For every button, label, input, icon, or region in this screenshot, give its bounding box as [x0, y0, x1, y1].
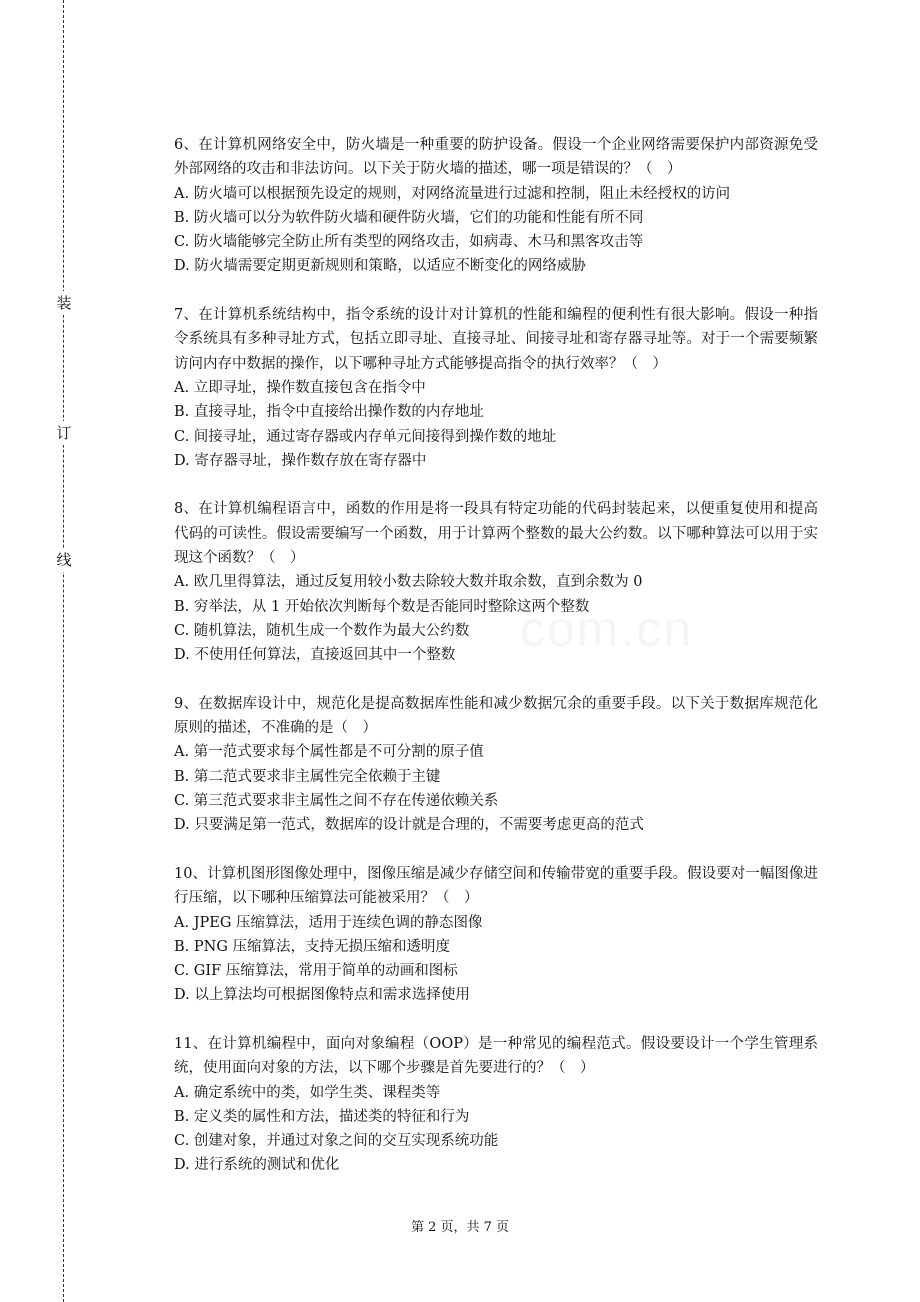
option-c: C. 间接寻址，通过寄存器或内存单元间接得到操作数的地址 [174, 428, 557, 445]
option-c: C. 第三范式要求非主属性之间不存在传递依赖关系 [174, 793, 499, 810]
binding-char-zhuang: 装 [55, 291, 73, 315]
question-stem: 11、在计算机编程中，面向对象编程（OOP）是一种常见的编程范式。假设要设计一个学生管理系统，使用面向对象的方法，以下哪个步骤是首先要进行的？（ ） [174, 1035, 818, 1077]
question-stem: 8、在计算机编程语言中，函数的作用是将一段具有特定功能的代码封装起来，以便重复使用和提高代码的可读性。假设需要编写一个函数，用于计算两个整数的最大公约数。以下哪种算法可以用于实现这个函数？（ ） [174, 501, 818, 567]
option-a: A. 防火墙可以根据预先设定的规则，对网络流量进行过滤和控制，阻止未经授权的访问 [174, 185, 731, 202]
option-d: D. 寄存器寻址，操作数存放在寄存器中 [174, 452, 427, 469]
question-stem: 6、在计算机网络安全中，防火墙是一种重要的防护设备。假设一个企业网络需要保护内部资源免受外部网络的攻击和非法访问。以下关于防火墙的描述，哪一项是错误的？（ ） [174, 137, 818, 178]
option-d: D. 以上算法均可根据图像特点和需求选择使用 [174, 987, 470, 1004]
question-7 [174, 303, 818, 473]
question-stem: 9、在数据库设计中，规范化是提高数据库性能和减少数据冗余的重要手段。以下关于数据库规范化原则的描述，不准确的是（ ） [174, 695, 818, 737]
page-footer: 第 2 页，共 7 页 [410, 1220, 510, 1235]
binding-char-ding: 订 [55, 421, 73, 445]
question-stem: 7、在计算机系统结构中，指令系统的设计对计算机的性能和编程的便利性有很大影响。假设一种指令系统具有多种寻址方式，包括立即寻址、直接寻址、间接寻址和寄存器寻址等。对于一个需要频繁访问内存中数据的操作，以下哪种寻址方式能够提高指令的执行效率？（ ） [174, 307, 818, 372]
option-c: C. 创建对象，并通过对象之间的交互实现系统功能 [174, 1133, 499, 1150]
option-a: A. 立即寻址，操作数直接包含在指令中 [174, 379, 426, 396]
option-d: D. 防火墙需要定期更新规则和策略，以适应不断变化的网络威胁 [174, 258, 586, 275]
option-c: C. 防火墙能够完全防止所有类型的网络攻击，如病毒、木马和黑客攻击等 [174, 234, 644, 251]
option-a: A. 第一范式要求每个属性都是不可分割的原子值 [174, 744, 484, 761]
binding-char-xian: 线 [55, 548, 73, 572]
question-11 [174, 1032, 818, 1178]
question-8 [174, 497, 818, 667]
option-a: A. 确定系统中的类，如学生类、课程类等 [174, 1084, 441, 1101]
question-9 [174, 692, 818, 838]
question-10 [174, 862, 818, 1008]
option-b: B. PNG 压缩算法，支持无损压缩和透明度 [174, 938, 451, 955]
question-stem: 10、计算机图形图像处理中，图像压缩是减少存储空间和传输带宽的重要手段。假设要对一幅图像进行压缩，以下哪种压缩算法可能被采用？（ ） [174, 865, 818, 907]
binding-dashed-line [63, 0, 64, 1302]
option-b: B. 穷举法，从 1 开始依次判断每个数是否能同时整除这两个整数 [174, 598, 590, 615]
question-6 [174, 133, 818, 279]
option-d: D. 只要满足第一范式，数据库的设计就是合理的，不需要考虑更高的范式 [174, 817, 644, 834]
option-a: A. JPEG 压缩算法，适用于连续色调的静态图像 [174, 914, 483, 931]
option-b: B. 第二范式要求非主属性完全依赖于主键 [174, 768, 441, 785]
option-c: C. 随机算法，随机生成一个数作为最大公约数 [174, 622, 470, 639]
option-d: D. 不使用任何算法，直接返回其中一个整数 [174, 647, 456, 664]
option-b: B. 防火墙可以分为软件防火墙和硬件防火墙，它们的功能和性能有所不同 [174, 209, 644, 226]
option-b: B. 直接寻址，指令中直接给出操作数的内存地址 [174, 404, 484, 421]
option-a: A. 欧几里得算法，通过反复用较小数去除较大数并取余数，直到余数为 0 [174, 574, 643, 591]
option-b: B. 定义类的属性和方法，描述类的特征和行为 [174, 1108, 470, 1125]
option-d: D. 进行系统的测试和优化 [174, 1157, 340, 1174]
question-list [174, 133, 818, 1202]
option-c: C. GIF 压缩算法，常用于简单的动画和图标 [174, 963, 458, 980]
